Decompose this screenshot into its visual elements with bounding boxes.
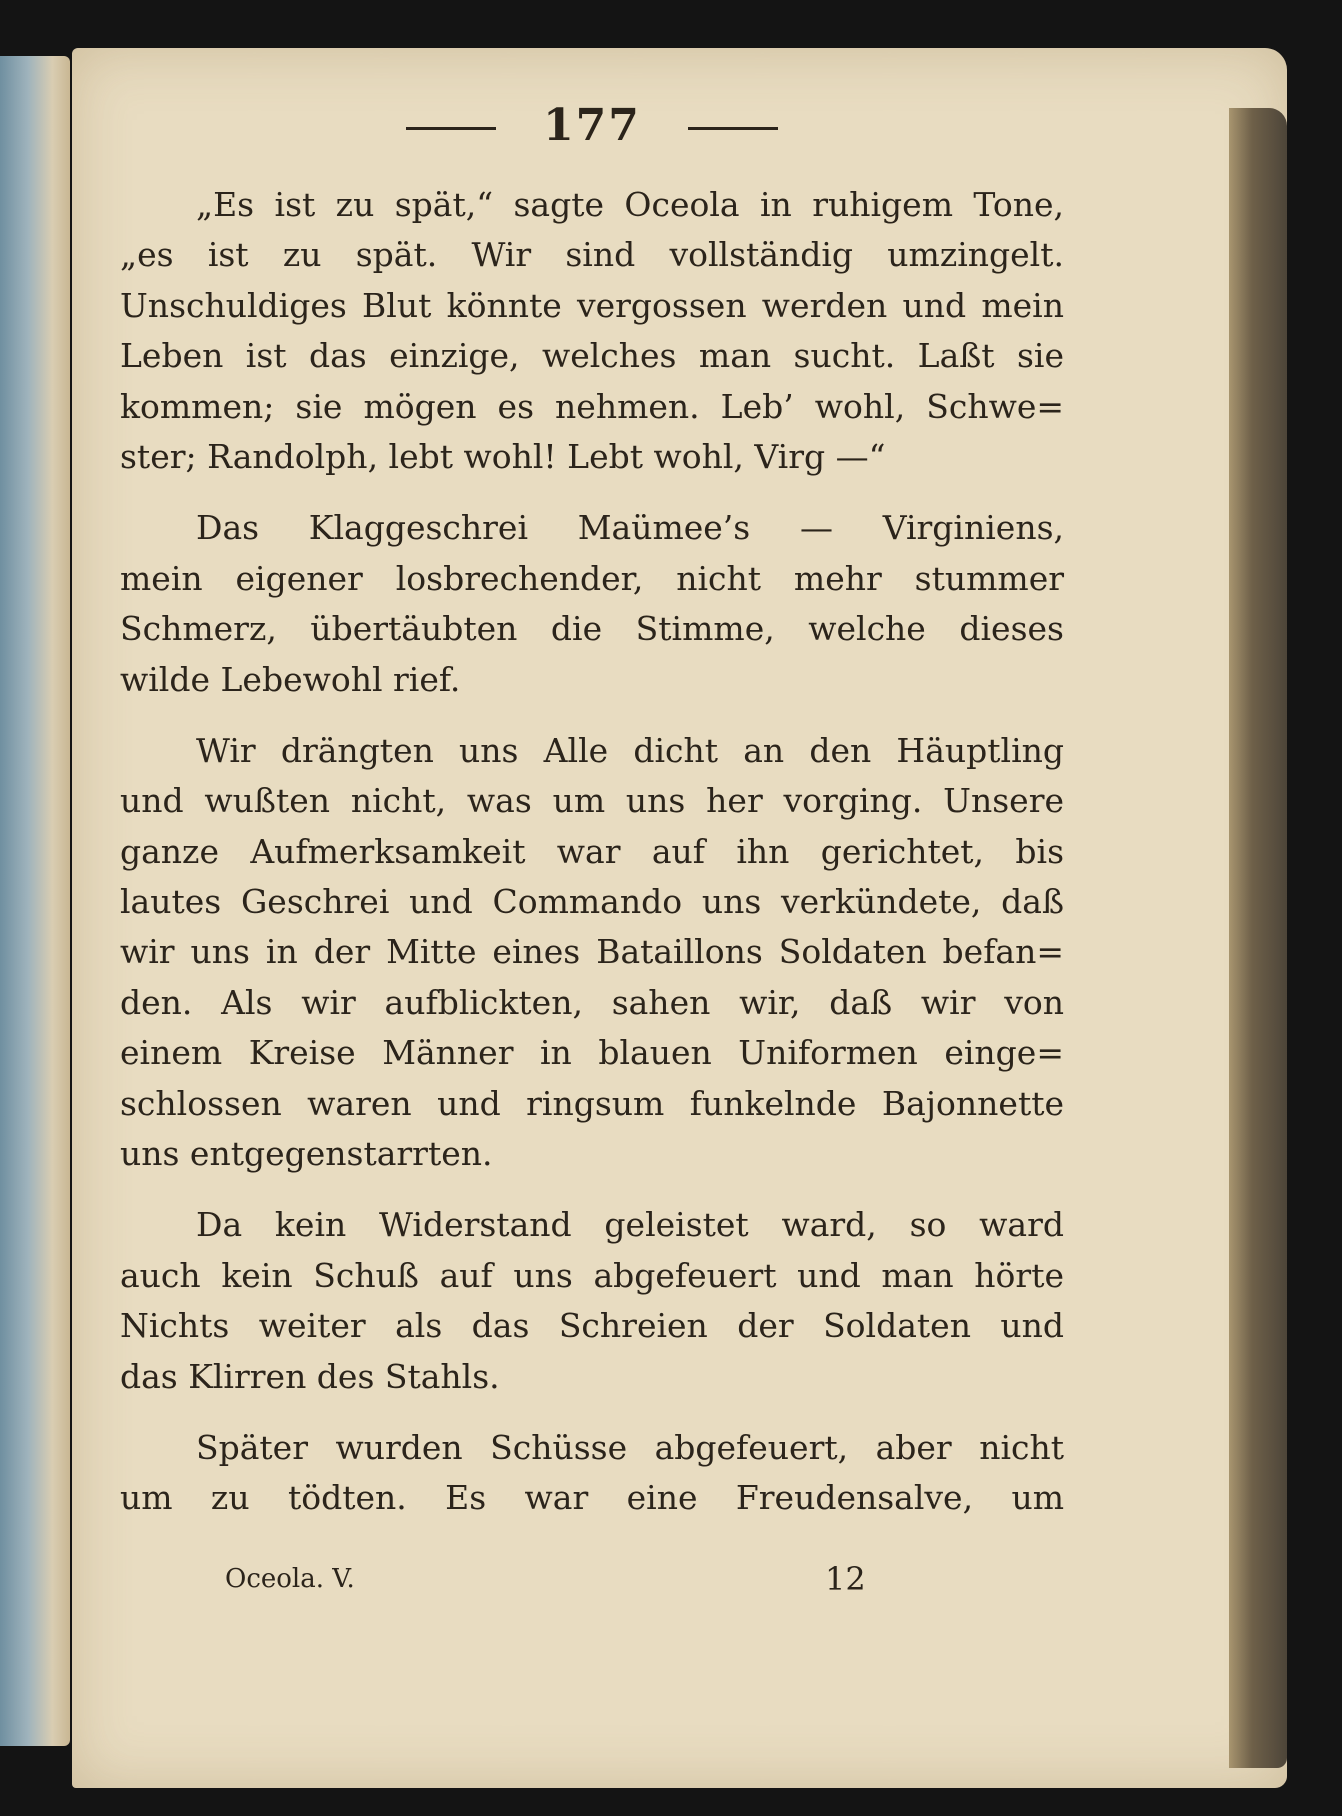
text-line: Das Klaggeschrei Maümee’s — Virginiens,: [196, 508, 1064, 548]
sheet-number: 12: [825, 1560, 866, 1598]
text-line: schlossen waren und ringsum funkelnde Bajonnette: [120, 1083, 1064, 1123]
page-header: [120, 100, 1064, 180]
text-line: Wir drängten uns Alle dicht an den Häuptling: [196, 730, 1064, 770]
text-line: und wußten nicht, was um uns her vorging. Unsere: [120, 781, 1064, 821]
text-line: Nichts weiter als das Schreien der Soldaten und: [120, 1306, 1064, 1346]
paragraph-3: [120, 726, 1064, 1180]
page-number: 177: [543, 100, 641, 151]
text-line: wilde Lebewohl rief.: [120, 659, 461, 699]
text-line: kommen; sie mögen es nehmen. Leb’ wohl, Schwe=: [120, 386, 1064, 426]
text-line: auch kein Schuß auf uns abgefeuert und man hörte: [120, 1255, 1064, 1295]
text-line: uns entgegenstarrten.: [120, 1134, 493, 1174]
text-line: ster; Randolph, lebt wohl! Lebt wohl, Virg —“: [120, 436, 886, 476]
text-line: „Es ist zu spät,“ sagte Oceola in ruhigem Tone,: [196, 185, 1064, 224]
paragraph-1: [120, 180, 1064, 482]
header-rule-left: [406, 127, 496, 130]
paragraph-4: [120, 1200, 1064, 1402]
previous-page-edge: [0, 56, 70, 1746]
text-line: einem Kreise Männer in blauen Uniformen einge=: [120, 1033, 1064, 1073]
header-rule-right: [688, 127, 778, 130]
text-line: Schmerz, übertäubten die Stimme, welche dieses: [120, 609, 1064, 649]
page-footer: [225, 1560, 875, 1600]
signature-mark: Oceola. V.: [225, 1564, 355, 1594]
text-line: wir uns in der Mitte eines Bataillons Soldaten befan=: [120, 932, 1064, 972]
text-line: das Klirren des Stahls.: [120, 1356, 500, 1396]
text-line: „es ist zu spät. Wir sind vollständig umzingelt.: [120, 235, 1064, 275]
text-line: um zu tödten. Es war eine Freudensalve, um: [120, 1478, 1064, 1518]
paragraph-5: [120, 1423, 1064, 1524]
text-line: ganze Aufmerksamkeit war auf ihn gerichtet, bis: [120, 831, 1064, 871]
text-line: Leben ist das einzige, welches man sucht. Laßt sie: [120, 336, 1064, 376]
text-line: Später wurden Schüsse abgefeuert, aber nicht: [196, 1427, 1064, 1467]
page-block-edge: [1229, 108, 1287, 1768]
text-line: Da kein Widerstand geleistet ward, so ward: [196, 1205, 1064, 1245]
text-line: den. Als wir aufblickten, sahen wir, daß wir von: [120, 982, 1064, 1022]
page-content: [120, 100, 1064, 1545]
text-line: mein eigener losbrechender, nicht mehr stummer: [120, 558, 1064, 598]
text-line: Unschuldiges Blut könnte vergossen werden und mein: [120, 285, 1064, 325]
text-line: lautes Geschrei und Commando uns verkündete, daß: [120, 882, 1064, 922]
paragraph-2: [120, 503, 1064, 705]
